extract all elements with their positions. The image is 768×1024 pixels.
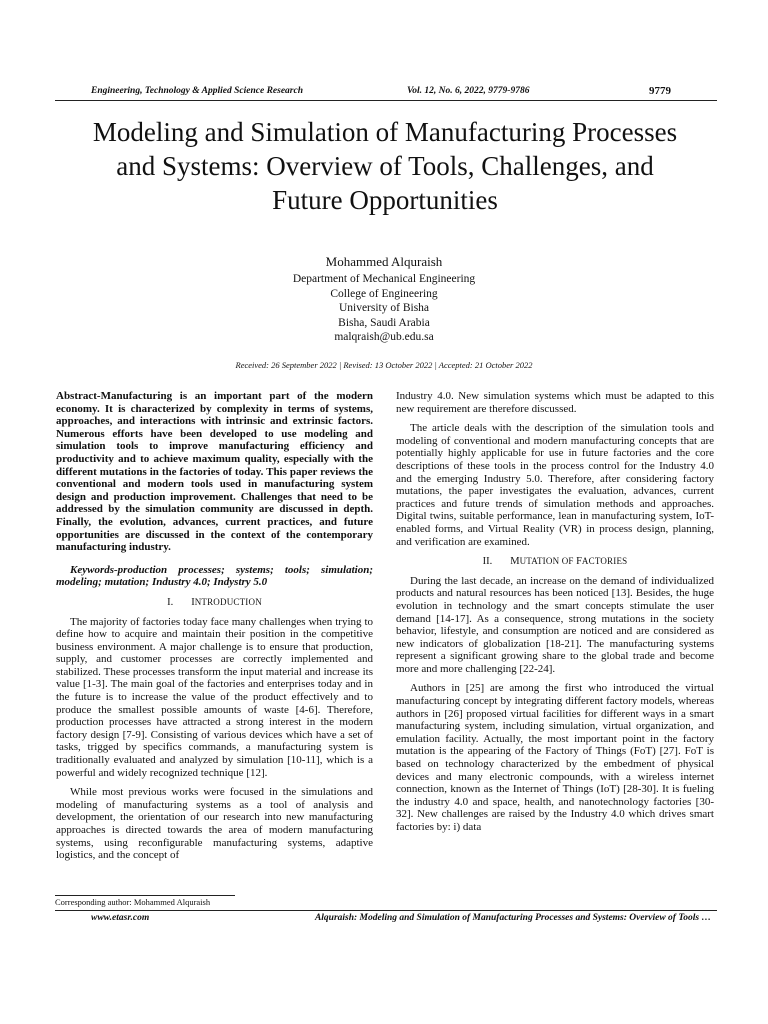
section-heading-introduction <box>56 596 373 610</box>
section-title-rest: NTRODUCTION <box>194 596 262 607</box>
keywords-text: Keywords-production processes; systems; tools; simulation; modeling; mutation; Industry 4.0; Indystry 5.0 <box>56 563 373 589</box>
page-number: 9779 <box>649 85 671 97</box>
title-line: Future Opportunities <box>272 185 498 215</box>
footnote-divider <box>55 895 235 896</box>
author-affiliation <box>0 272 768 345</box>
affiliation-department: Department of Mechanical Engineering <box>292 273 476 285</box>
section-heading-mutation <box>396 555 714 569</box>
running-header <box>55 85 717 101</box>
author-email: malqraish@ub.edu.sa <box>334 331 434 343</box>
received-dates: Received: 26 September 2022 | Revised: 13 October 2022 | Accepted: 21 October 2022 <box>235 360 533 370</box>
abstract-text: Abstract-Manufacturing is an important part of the modern economy. It is characterized by complexity in terms of systems, approaches, and interactions with intrinsic and extrinsic factors. Numerous efforts have been developed to use modeling and simulation tools to improve manufacturing efficiency and productivity and to achieve maximum quality, especially with the different mutations in the factories of today. This paper reviews the conventional and modern tools used in manufacturing system design and production improvement. Challenges that need to be addressed by the simulation community are discussed in depth. Finally, the evolution, advances, current practices, and future opportunities are discussed in the context of the contemporary manufacturing industry. <box>56 390 373 554</box>
section-title-rest: UTATION OF <box>519 556 577 567</box>
body-paragraph: The majority of factories today face many challenges when trying to define how to acquire and maintain their position in the competitive business environment. A major challenge is to ensure that production, supply, and customer processes are correctly implemented and stabilized. These processes transform the input material and increase its value [1-3]. The main goal of the factories and enterprises today and in the future is to increase the value of the product effectively and to produce the smallest possible amounts of waste [4-6]. Therefore, production processes have attracted a strong interest in the modern factory design [7-9]. Consisting of various devices which have a set of tasks, trigged by specifics commands, a manufacturing system is traditionally evaluated and analyzed by simulation [10-11], which is a powerful and widely recognized technique [12]. <box>56 615 373 779</box>
body-paragraph: Authors in [25] are among the first who introduced the virtual manufacturing concept by integrating different factory models, whereas authors in [26] proposed virtual facilities for different ways in a smart manufacturing system, including simulation, virtual organization, and emulation facility. Actually, the most important point in the factory mutation is the appearing of the Factory of Things (FoT) [27]. FoT is based on technology characterized by the embedment of physical devices and many electronic compounds, with a wireless internet connection, known as the Internet of Things (IoT) [28-30]. It is fueling the industry 4.0 and space, health, and nanotechnology factories [30-32]. New challenges are raised by the Industry 4.0 which drives smart factories by: i) data <box>396 682 714 833</box>
title-line: Modeling and Simulation of Manufacturing Processes <box>92 117 678 147</box>
corresponding-author: Corresponding author: Mohammed Alquraish <box>55 897 211 907</box>
body-paragraph: During the last decade, an increase on the demand of individualized products and natural resources has been noticed [13]. Besides, the huge evolution in technology and the smart concepts stimulate the user demand [14-17]. As a consequence, strong mutations in the society behavior, lifestyle, and consumption are noticed and are considered as new indicators of globalization [18-21]. The manufacturing systems represent a significant growing share to the global trade and become more and more challenging [22-24]. <box>396 574 714 675</box>
section-number: I. <box>167 596 174 608</box>
volume-info: Vol. 12, No. 6, 2022, 9779-9786 <box>407 86 530 96</box>
journal-website: www.etasr.com <box>91 913 150 923</box>
journal-name: Engineering, Technology & Applied Science Research <box>91 86 303 96</box>
left-column <box>56 390 373 869</box>
right-column <box>396 390 714 841</box>
section-number: II. <box>482 556 493 568</box>
section-title-initial: I <box>191 596 195 608</box>
body-paragraph: The article deals with the description of the simulation tools and modeling of conventional and modern manufacturing concepts that are potentially highly applicable for use in future factories and the core descriptions of these tools in the process control for the Industry 4.0 and the emerging Industry 5.0. Therefore, after considering factory mutations, the paper investigates the evaluation, advances, current practices and future trends of simulation methods and approaches. Digital twins, suitable performance, lean in manufacturing system, IoT-enabled forms, and Virtual Reality (VR) in process design, planning, and verification are examined. <box>396 422 714 548</box>
section-title-rest: ACTORIES <box>581 556 628 567</box>
section-title-initial: F <box>576 556 582 568</box>
body-paragraph: Industry 4.0. New simulation systems which must be adapted to this new requirement are therefore discussed. <box>396 390 714 415</box>
running-footer <box>55 910 717 925</box>
header-divider <box>55 100 717 101</box>
affiliation-college: College of Engineering <box>330 287 438 300</box>
title-line: and Systems: Overview of Tools, Challenges, and <box>116 151 654 181</box>
section-title-initial: M <box>510 556 520 568</box>
affiliation-location: Bisha, Saudi Arabia <box>338 316 430 329</box>
affiliation-university: University of Bisha <box>338 302 430 314</box>
author-name: Mohammed Alquraish <box>325 254 443 269</box>
paper-title <box>40 115 730 217</box>
running-title: Alquraish: Modeling and Simulation of Manufacturing Processes and Systems: Overview of Tools … <box>314 913 711 923</box>
body-paragraph: While most previous works were focused in the simulations and modeling of manufacturing systems as a tool of analysis and development, the orientation of our research into new manufacturing approaches is directed towards the area of modern manufacturing systems, using reconfigurable manufacturing systems, adaptive logistics, and the concept of <box>56 786 373 862</box>
